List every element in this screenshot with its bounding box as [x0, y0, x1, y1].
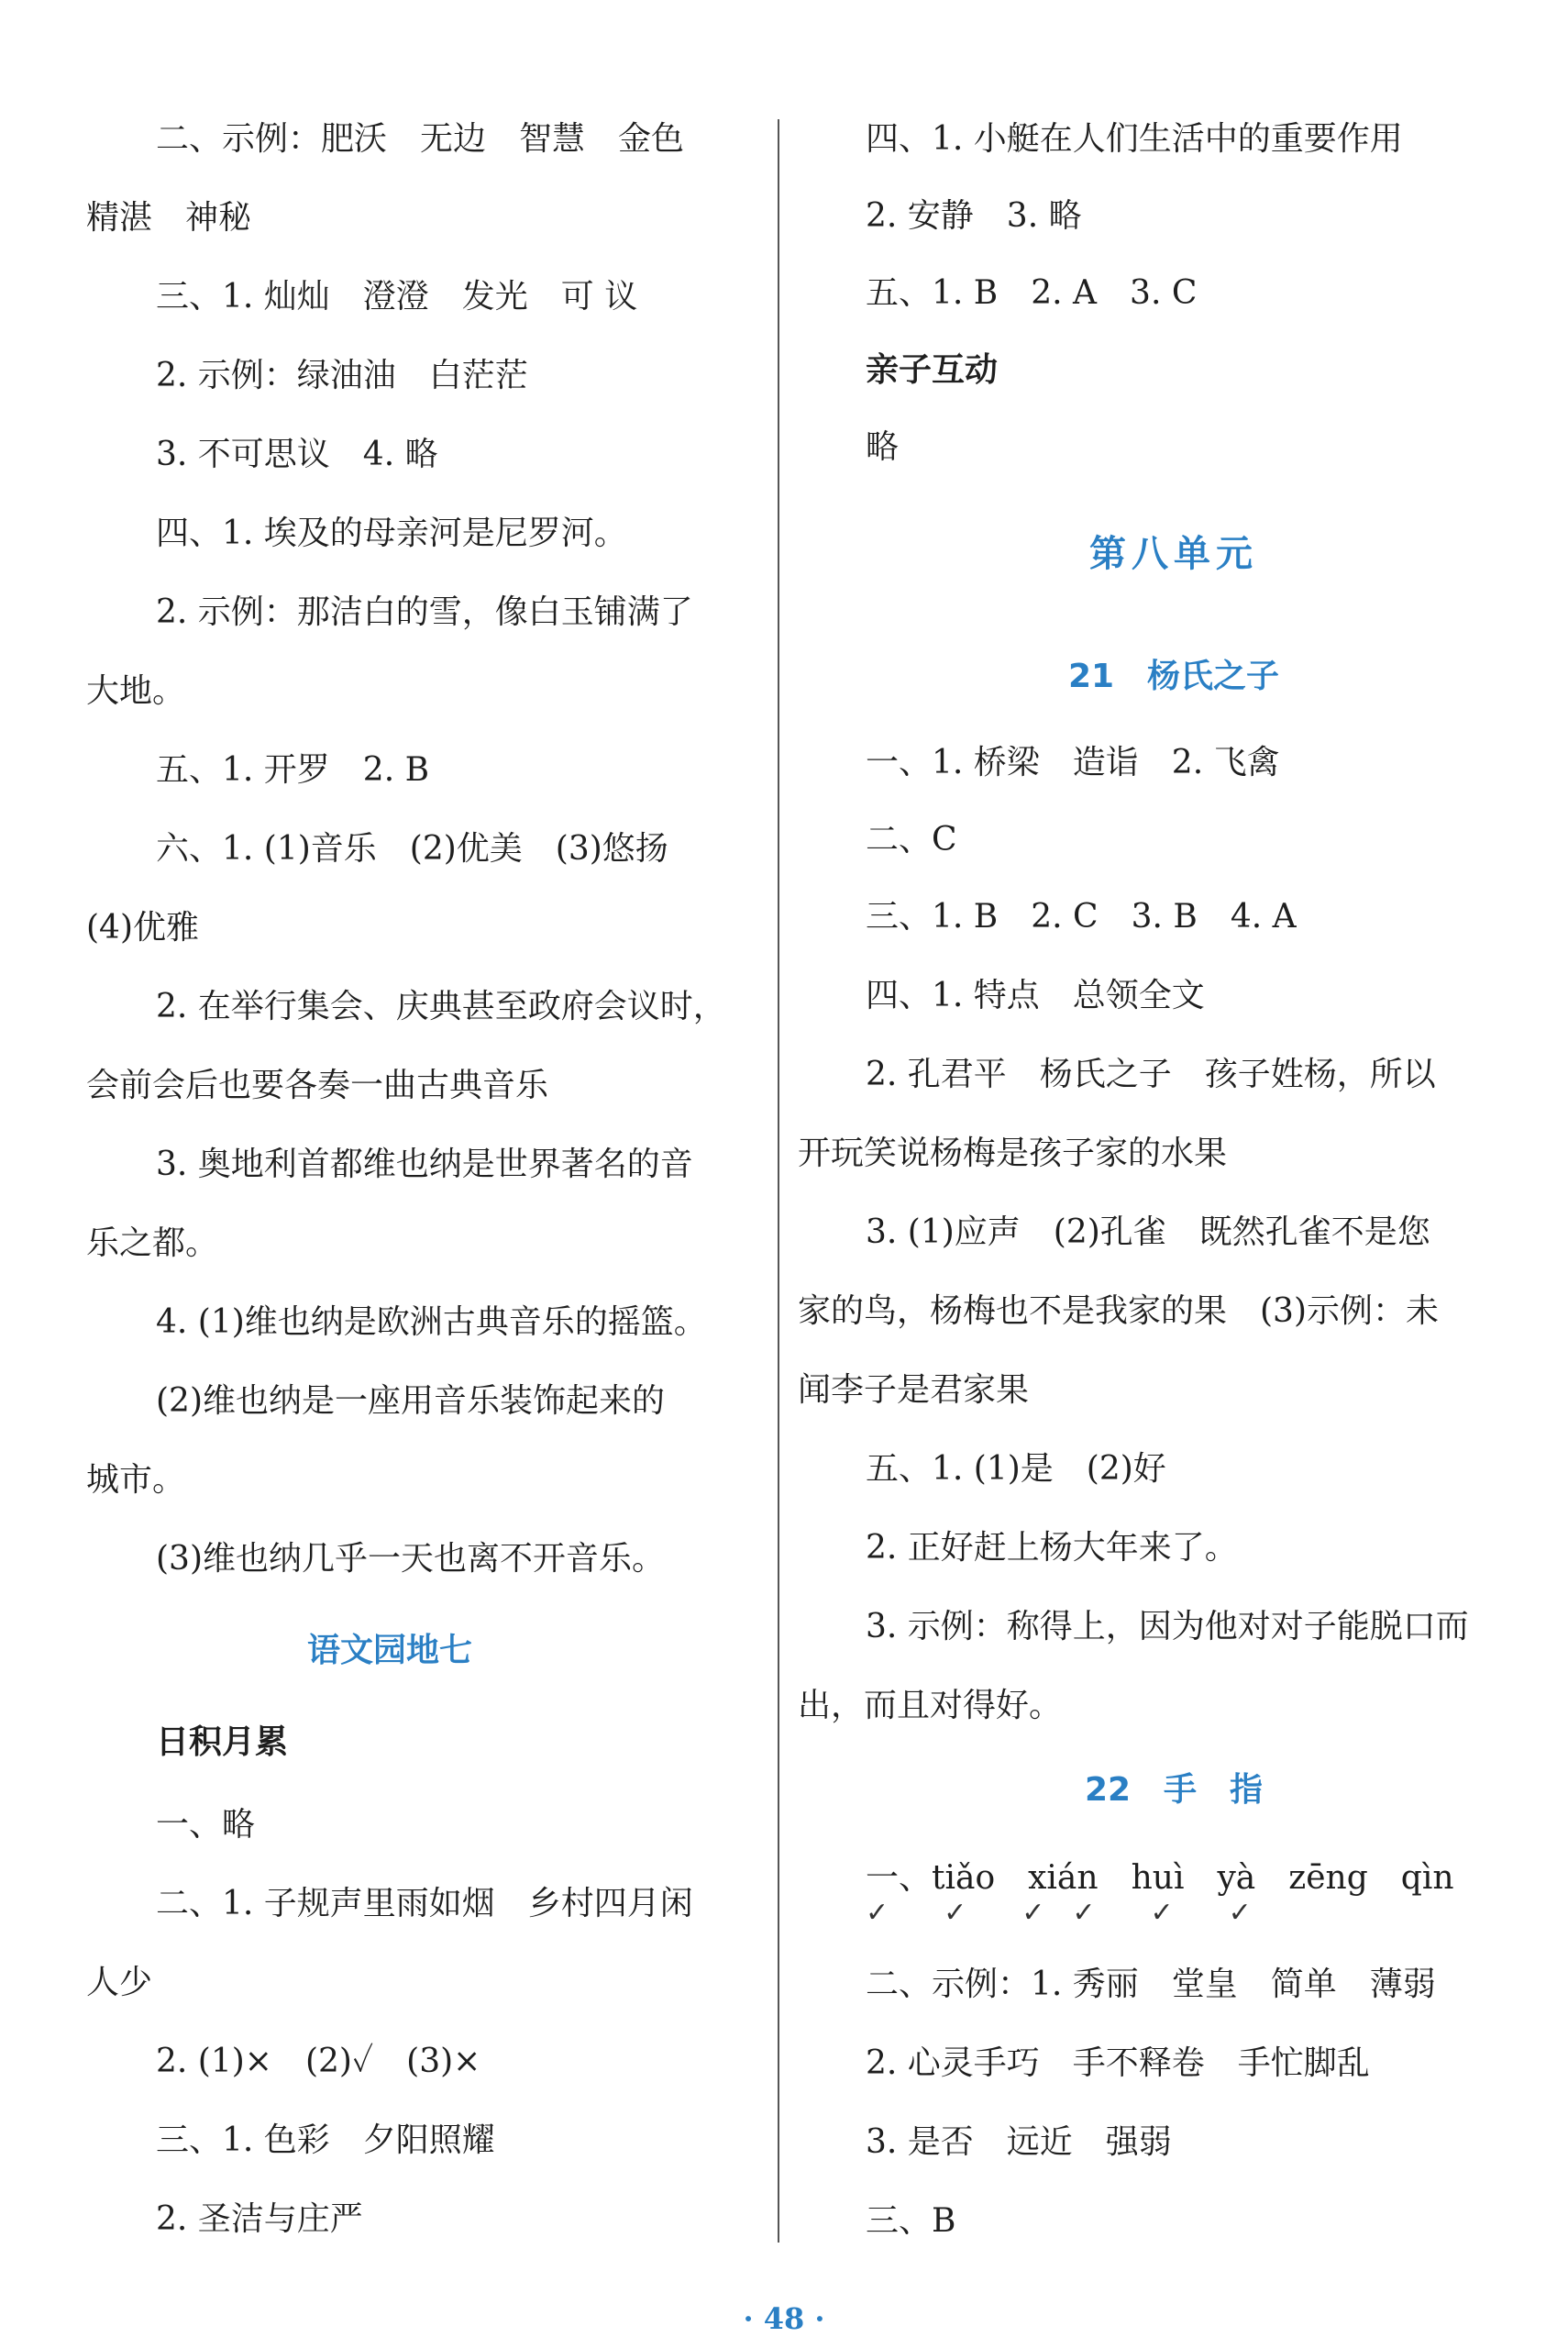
answer-line: 3. 不可思议 4. 略	[156, 436, 438, 473]
answer-line: 2. 孔君平 杨氏之子 孩子姓杨，所以	[866, 1056, 1436, 1093]
answer-line: 一、1. 桥梁 造诣 2. 飞禽	[866, 744, 1280, 781]
answer-line: 3. 示例：称得上，因为他对对子能脱口而	[866, 1608, 1469, 1645]
answer-line: 3. 奥地利首都维也纳是世界著名的音	[156, 1146, 693, 1183]
answer-line: 五、1. (1)是 (2)好	[866, 1450, 1166, 1488]
answer-line: 3. 是否 远近 强弱	[866, 2123, 1172, 2161]
answer-line: 五、1. B 2. A 3. C	[866, 274, 1198, 312]
answer-line: 二、示例：1. 秀丽 堂皇 简单 薄弱	[866, 1966, 1436, 2003]
answer-line: (3)维也纳几乎一天也离不开音乐。	[156, 1540, 665, 1578]
answer-line: 精湛 神秘	[86, 199, 252, 237]
answer-line: 2. 示例：那洁白的雪，像白玉铺满了	[156, 593, 693, 631]
answer-line: 二、1. 子规声里雨如烟 乡村四月闲	[156, 1885, 693, 1922]
answer-line: 三、B	[866, 2202, 956, 2240]
answer-line: 出，而且对得好。	[798, 1687, 1063, 1724]
answer-line: 五、1. 开罗 2. B	[156, 751, 430, 789]
answer-line: 2. 示例：绿油油 白茫茫	[156, 357, 528, 394]
answer-line: 三、1. 灿灿 澄澄 发光 可 议	[156, 278, 638, 316]
check-marks-line: ✓ ✓ ✓ ✓ ✓ ✓	[866, 1897, 1252, 1929]
column-divider	[778, 119, 779, 2243]
answer-line: 大地。	[86, 672, 186, 710]
answer-line: 一、略	[156, 1806, 256, 1844]
answer-line: 乐之都。	[86, 1224, 219, 1262]
answer-line: 4. (1)维也纳是欧洲古典音乐的摇篮。	[156, 1303, 707, 1341]
lesson-heading: 22 手 指	[1084, 1771, 1264, 1809]
pinyin-line: 一、tiǎo xián huì yà zēng qìn	[866, 1859, 1454, 1897]
answer-line: 六、1. (1)音乐 (2)优美 (3)悠扬	[156, 830, 668, 868]
subsection-heading: 亲子互动	[866, 351, 999, 389]
answer-line: 人少	[86, 1964, 153, 2001]
answer-line: 2. 安静 3. 略	[866, 197, 1082, 235]
answer-line: (2)维也纳是一座用音乐装饰起来的	[156, 1382, 665, 1420]
answer-line: 家的鸟，杨梅也不是我家的果 (3)示例：未	[798, 1292, 1439, 1330]
subsection-heading: 日积月累	[156, 1723, 289, 1761]
section-heading: 语文园地七	[306, 1632, 472, 1669]
answer-line: 四、1. 特点 总领全文	[866, 977, 1205, 1014]
page-number: · 48 ·	[743, 2301, 825, 2336]
answer-line: 2. 心灵手巧 手不释卷 手忙脚乱	[866, 2044, 1370, 2082]
answer-line: 3. (1)应声 (2)孔雀 既然孔雀不是您	[866, 1213, 1430, 1251]
answer-line: 闻李子是君家果	[798, 1371, 1030, 1409]
answer-line: (4)优雅	[86, 909, 199, 947]
answer-line: 会前会后也要各奏一曲古典音乐	[86, 1067, 549, 1104]
answer-line: 二、示例：肥沃 无边 智慧 金色	[156, 120, 685, 158]
answer-line: 三、1. 色彩 夕阳照耀	[156, 2121, 495, 2159]
answer-line: 略	[866, 428, 900, 466]
answer-line: 城市。	[86, 1461, 186, 1499]
answer-line: 2. 正好赶上杨大年来了。	[866, 1529, 1238, 1567]
lesson-heading: 21 杨氏之子	[1067, 658, 1280, 695]
answer-line: 2. (1)× (2)✓ (3)×	[156, 2043, 481, 2080]
answer-line: 开玩笑说杨梅是孩子家的水果	[798, 1135, 1228, 1172]
unit-heading: 第八单元	[1089, 533, 1258, 575]
answer-line: 四、1. 埃及的母亲河是尼罗河。	[156, 515, 627, 552]
answer-line: 四、1. 小艇在人们生活中的重要作用	[866, 120, 1403, 158]
answer-line: 2. 在举行集会、庆典甚至政府会议时，	[156, 988, 726, 1025]
answer-line: 二、C	[866, 821, 957, 858]
answer-line: 三、1. B 2. C 3. B 4. A	[866, 898, 1297, 936]
answer-line: 2. 圣洁与庄严	[156, 2200, 363, 2238]
